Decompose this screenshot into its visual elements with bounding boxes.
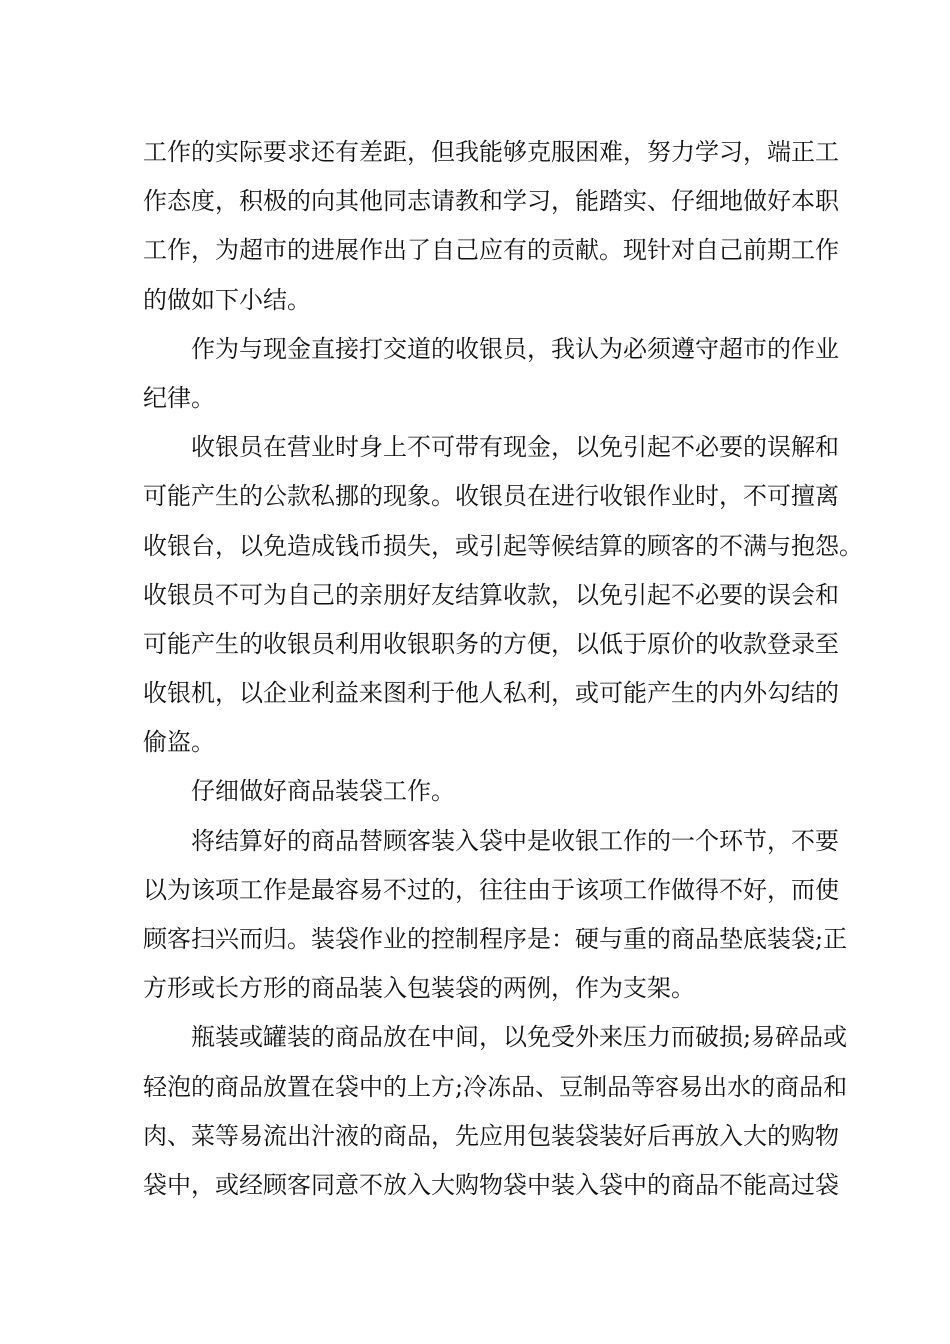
text-line: 可能产生的公款私挪的现象。收银员在进行收银作业时，不可擅离 — [143, 482, 839, 511]
text-line: 轻泡的商品放置在袋中的上方;冷冻品、豆制品等容易出水的商品和 — [143, 1072, 848, 1101]
text-line: 可能产生的收银员利用收银职务的方便，以低于原价的收款登录至 — [143, 629, 839, 658]
text-line: 工作，为超市的进展作出了自己应有的贡献。现针对自己前期工作 — [143, 236, 839, 265]
text-line: 收银员在营业时身上不可带有现金，以免引起不必要的误解和 — [191, 433, 839, 462]
text-line: 袋中，或经顾客同意不放入大购物袋中装入袋中的商品不能高过袋 — [143, 1170, 839, 1199]
text-line: 仔细做好商品装袋工作。 — [191, 777, 455, 806]
text-line: 工作的实际要求还有差距，但我能够克服困难，努力学习，端正工 — [143, 138, 839, 166]
text-line: 纪律。 — [143, 383, 215, 412]
document-body — [143, 128, 863, 1210]
text-line: 瓶装或罐装的商品放在中间，以免受外来压力而破损;易碎品或 — [191, 1023, 848, 1052]
text-line: 收银员不可为自己的亲朋好友结算收款，以免引起不必要的误会和 — [143, 580, 839, 609]
text-line: 将结算好的商品替顾客装入袋中是收银工作的一个环节，不要 — [191, 826, 839, 855]
text-line: 方形或长方形的商品装入包装袋的两例，作为支架。 — [143, 974, 695, 1003]
text-line: 肉、菜等易流出汁液的商品，先应用包装袋装好后再放入大的购物 — [143, 1121, 839, 1150]
text-line: 顾客扫兴而归。装袋作业的控制程序是：硬与重的商品垫底装袋;正 — [143, 925, 848, 953]
text-line: 作为与现金直接打交道的收银员，我认为必须遵守超市的作业 — [191, 334, 839, 363]
text-line: 以为该项工作是最容易不过的，往往由于该项工作做得不好，而使 — [143, 875, 839, 904]
text-line: 收银台，以免造成钱币损失，或引起等候结算的顾客的不满与抱怨。 — [143, 531, 863, 560]
text-line: 收银机，以企业利益来图利于他人私利，或可能产生的内外勾结的 — [143, 679, 839, 708]
text-line: 的做如下小结。 — [143, 285, 311, 314]
text-line: 作态度，积极的向其他同志请教和学习，能踏实、仔细地做好本职 — [143, 187, 839, 216]
text-line: 偷盗。 — [143, 728, 215, 757]
